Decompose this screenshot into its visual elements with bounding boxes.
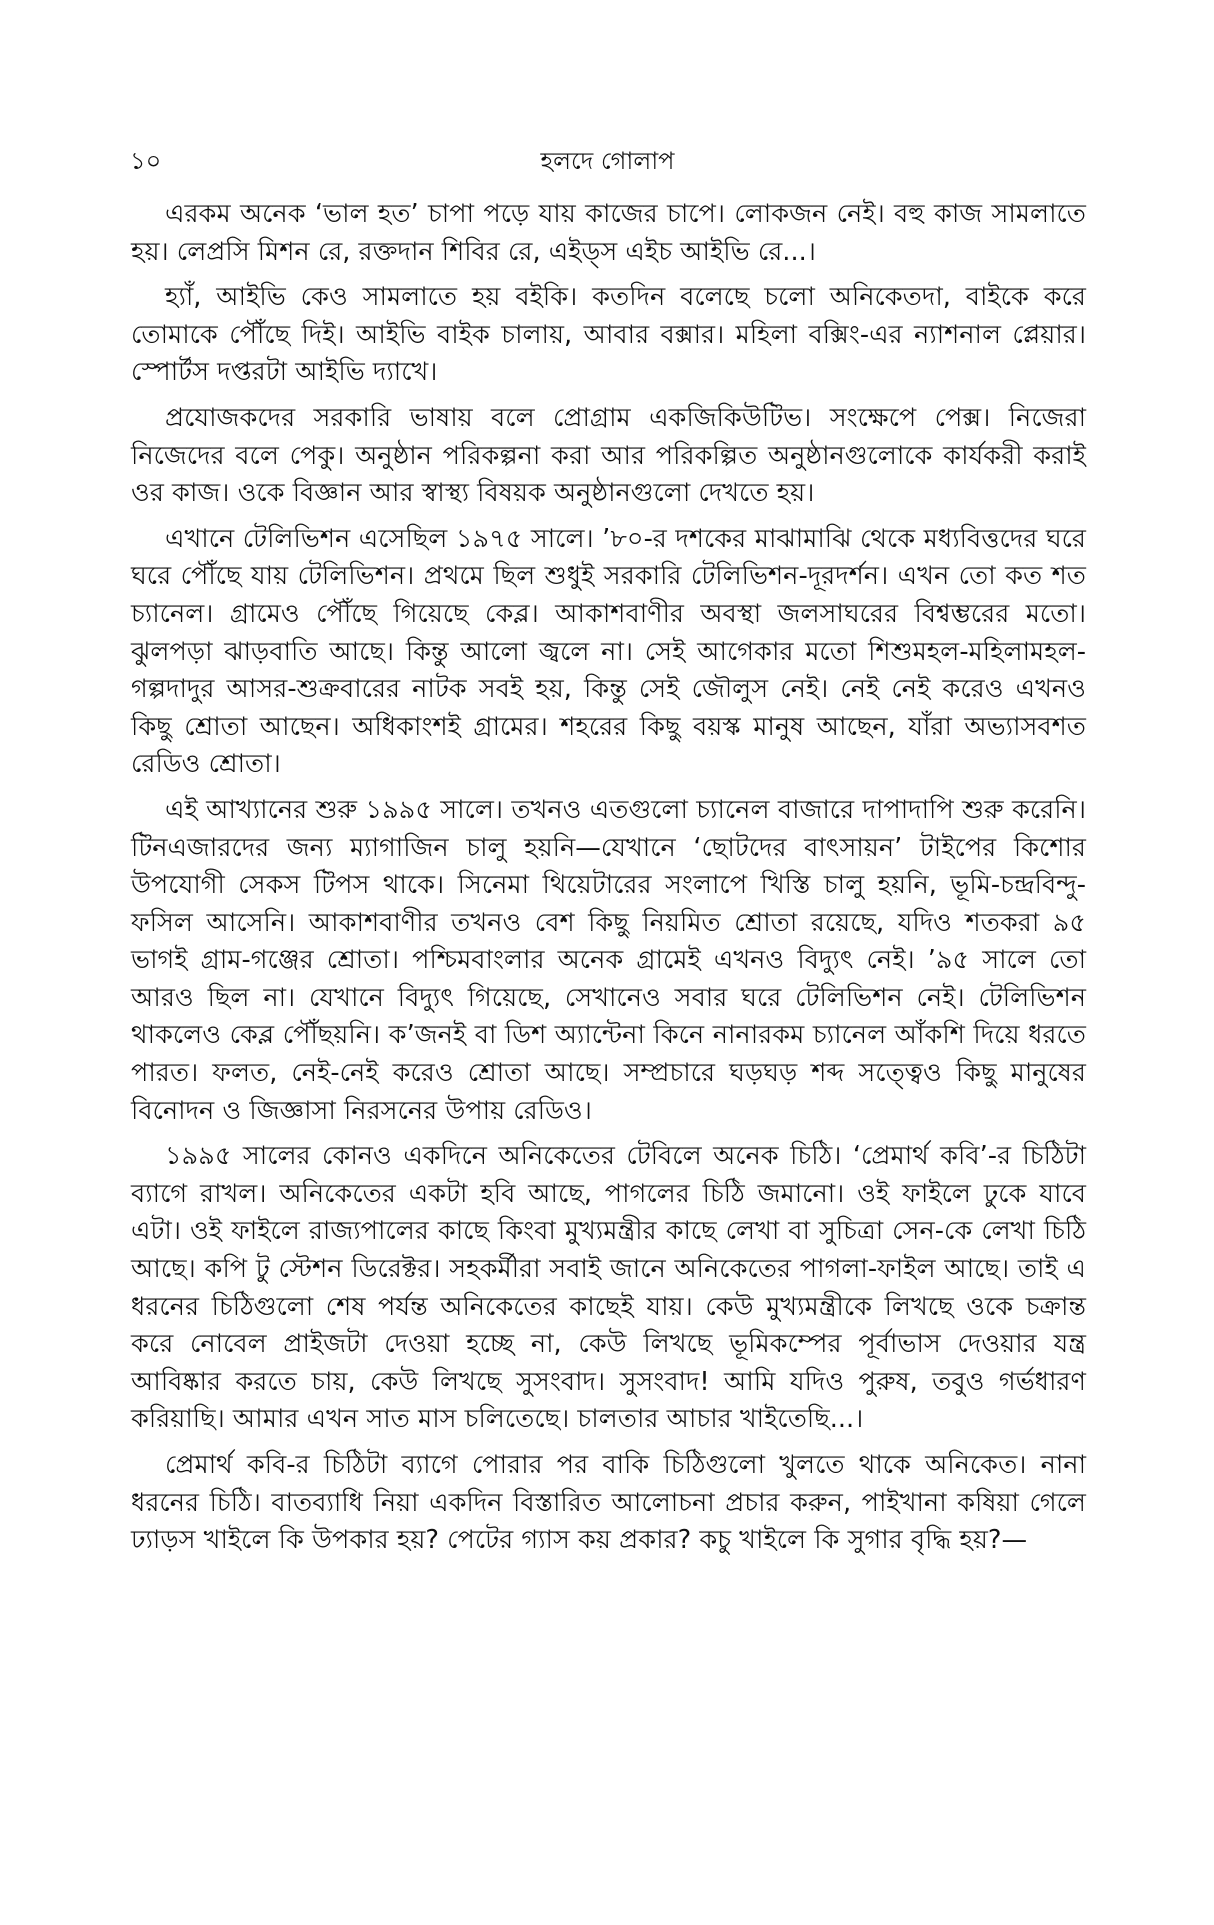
- page-header: [130, 143, 1085, 183]
- paragraph: এখানে টেলিভিশন এসেছিল ১৯৭৫ সালে। ’৮০-র দশকের মাঝামাঝি থেকে মধ্যবিত্তদের ঘরে ঘরে পৌঁছে যায় টেলিভিশন। প্রথমে ছিল শুধুই সরকারি টেলিভিশন-দূরদর্শন। এখন তো কত শত চ্যানেল। গ্রামেও পৌঁছে গিয়েছে কেব্ল। আকাশবাণীর অবস্থা জলসাঘরের বিশ্বম্ভরের মতো। ঝুলপড়া ঝাড়বাতি আছে। কিন্তু আলো জ্বলে না। সেই আগেকার মতো শিশুমহল-মহিলামহল-গল্পদাদুর আসর-শুক্রবারের নাটক সবই হয়, কিন্তু সেই জৌলুস নেই। নেই নেই করেও এখনও কিছু শ্রোতা আছেন। অধিকাংশই গ্রামের। শহরের কিছু বয়স্ক মানুষ আছেন, যাঁরা অভ্যাসবশত রেডিও শ্রোতা।: [131, 523, 1086, 780]
- paragraph: ১৯৯৫ সালের কোনও একদিনে অনিকেতের টেবিলে অনেক চিঠি। ‘প্রেমার্থ কবি’-র চিঠিটা ব্যাগে রাখল। অনিকেতের একটা হবি আছে, পাগলের চিঠি জমানো। ওই ফাইলে ঢুকে যাবে এটা। ওই ফাইলে রাজ্যপালের কাছে কিংবা মুখ্যমন্ত্রীর কাছে লেখা বা সুচিত্রা সেন-কে লেখা চিঠি আছে। কপি টু স্টেশন ডিরেক্টর। সহকর্মীরা সবাই জানে অনিকেতের পাগলা-ফাইল আছে। তাই এ ধরনের চিঠিগুলো শেষ পর্যন্ত অনিকেতের কাছেই যায়। কেউ মুখ্যমন্ত্রীকে লিখছে ওকে চক্রান্ত করে নোবেল প্রাইজটা দেওয়া হচ্ছে না, কেউ লিখছে ভূমিকম্পের পূর্বাভাস দেওয়ার যন্ত্র আবিষ্কার করতে চায়, কেউ লিখছে সুসংবাদ। সুসংবাদ! আমি যদিও পুরুষ, তবুও গর্ভধারণ করিয়াছি। আমার এখন সাত মাস চলিতেছে। চালতার আচার খাইতেছি...।: [131, 1141, 1086, 1435]
- paragraph: হ্যাঁ, আইভি কেও সামলাতে হয় বইকি। কতদিন বলেছে চলো অনিকেতদা, বাইকে করে তোমাকে পৌঁছে দিই। আইভি বাইক চালায়, আবার বক্সার। মহিলা বক্সিং-এর ন্যাশনাল প্লেয়ার। স্পোর্টস দপ্তরটা আইভি দ্যাখে।: [131, 282, 1086, 388]
- paragraph: এই আখ্যানের শুরু ১৯৯৫ সালে। তখনও এতগুলো চ্যানেল বাজারে দাপাদাপি শুরু করেনি। টিনএজারদের জন্য ম্যাগাজিন চালু হয়নি—যেখানে ‘ছোটদের বাৎসায়ন’ টাইপের কিশোর উপযোগী সেকস টিপস থাকে। সিনেমা থিয়েটারের সংলাপে খিস্তি চালু হয়নি, ভূমি-চন্দ্রবিন্দু-ফসিল আসেনি। আকাশবাণীর তখনও বেশ কিছু নিয়মিত শ্রোতা রয়েছে, যদিও শতকরা ৯৫ ভাগই গ্রাম-গঞ্জের শ্রোতা। পশ্চিমবাংলার অনেক গ্রামেই এখনও বিদ্যুৎ নেই। ’৯৫ সালে তো আরও ছিল না। যেখানে বিদ্যুৎ গিয়েছে, সেখানেও সবার ঘরে টেলিভিশন নেই। টেলিভিশন থাকলেও কেব্ল পৌঁছয়নি। ক’জনই বা ডিশ অ্যান্টেনা কিনে নানারকম চ্যানেল আঁকশি দিয়ে ধরতে পারত। ফলত, নেই-নেই করেও শ্রোতা আছে। সম্প্রচারে ঘড়ঘড় শব্দ সত্ত্বেও কিছু মানুষের বিনোদন ও জিজ্ঞাসা নিরসনের উপায় রেডিও।: [131, 794, 1086, 1126]
- running-title: হলদে গোলাপ: [540, 147, 675, 175]
- paragraph: প্রেমার্থ কবি-র চিঠিটা ব্যাগে পোরার পর বাকি চিঠিগুলো খুলতে থাকে অনিকেত। নানা ধরনের চিঠি। বাতব্যাধি নিয়া একদিন বিস্তারিত আলোচনা প্রচার করুন, পাইখানা কষিয়া গেলে ঢ্যাড়স খাইলে কি উপকার হয়? পেটের গ্যাস কয় প্রকার? কচু খাইলে কি সুগার বৃদ্ধি হয়?—: [131, 1450, 1086, 1556]
- body-text: [131, 196, 1086, 1568]
- page-number: ১০: [130, 147, 162, 175]
- paragraph: এরকম অনেক ‘ভাল হত’ চাপা পড়ে যায় কাজের চাপে। লোকজন নেই। বহু কাজ সামলাতে হয়। লেপ্রসি মিশন রে, রক্তদান শিবির রে, এইড্স এইচ আইভি রে...।: [131, 199, 1086, 267]
- paragraph: প্রযোজকদের সরকারি ভাষায় বলে প্রোগ্রাম একজিকিউটিভ। সংক্ষেপে পেক্স। নিজেরা নিজেদের বলে পেকু। অনুষ্ঠান পরিকল্পনা করা আর পরিকল্পিত অনুষ্ঠানগুলোকে কার্যকরী করাই ওর কাজ। ওকে বিজ্ঞান আর স্বাস্থ্য বিষয়ক অনুষ্ঠানগুলো দেখতে হয়।: [131, 402, 1086, 509]
